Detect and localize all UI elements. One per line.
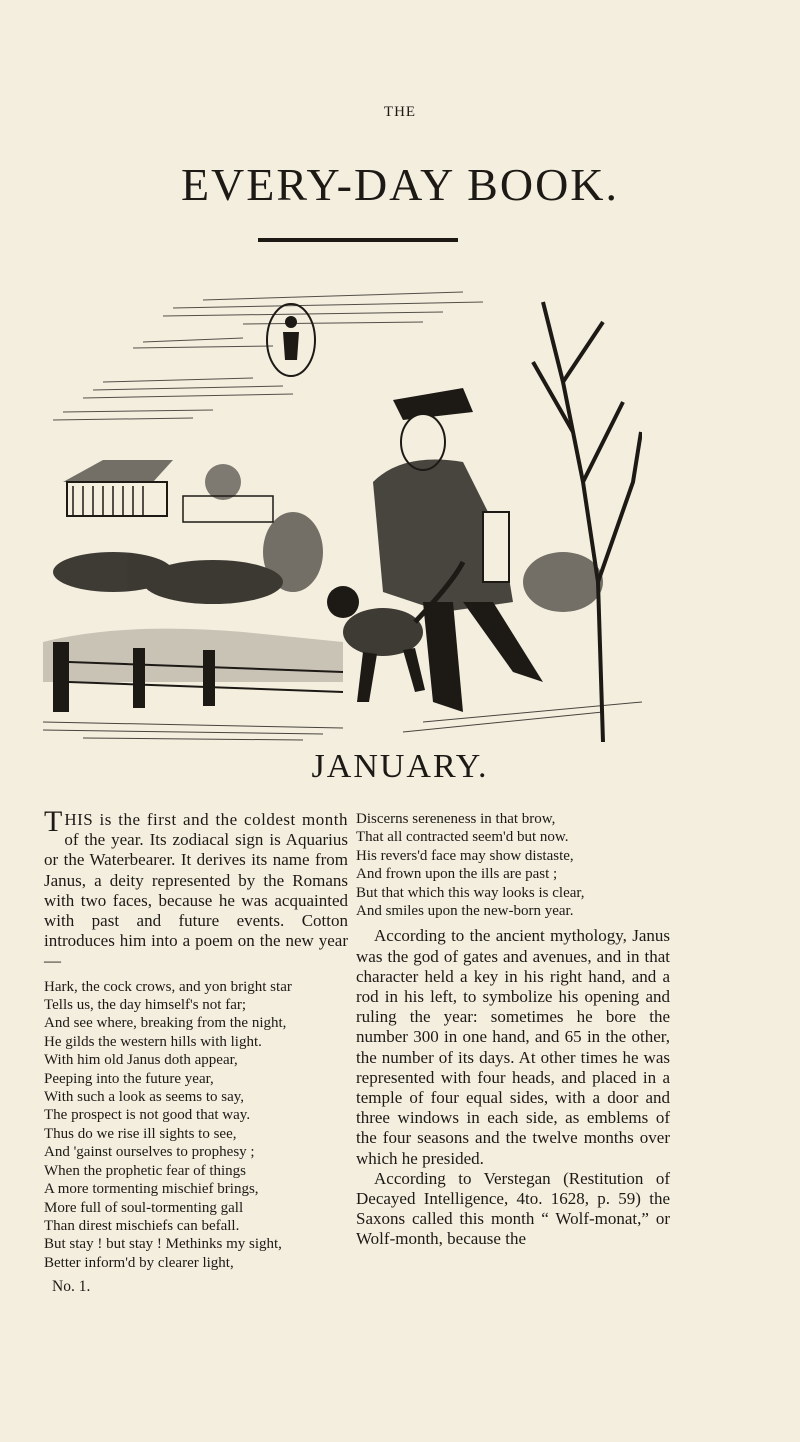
verse-line: Peeping into the future year, bbox=[44, 1070, 214, 1087]
title-rule bbox=[258, 238, 458, 242]
intro-text: HIS is the first and the coldest month of the year. Its zodiacal sign is Aquarius or the Waterbearer. It derives its name from Janus, a deity represented by the Romans with two faces, because he was acquainted with past and future events. Cotton introduces him into a poem on the new year— bbox=[44, 810, 348, 971]
month-heading: JANUARY. bbox=[311, 748, 489, 785]
verse-line: But that which this way looks is clear, bbox=[356, 884, 585, 901]
cotton-verse-continued bbox=[356, 810, 670, 920]
verse-line: Tells us, the day himself's not far; bbox=[44, 997, 247, 1014]
winter-traveller-engraving bbox=[43, 282, 642, 746]
page-title: EVERY-DAY BOOK. bbox=[180, 159, 620, 210]
verse-line: More full of soul-tormenting gall bbox=[44, 1199, 244, 1216]
verse-line: The prospect is not good that way. bbox=[44, 1107, 251, 1124]
verse-line: And smiles upon the new-born year. bbox=[356, 903, 574, 920]
verse-line: With him old Janus doth appear, bbox=[44, 1052, 238, 1069]
verse-line: Than direst mischiefs can befall. bbox=[44, 1217, 240, 1234]
mythology-paragraph: According to the ancient mythology, Janus was the god of gates and avenues, and in that character held a key in his right hand, and a rod in his left, to symbolize his opening and ruling the year: sometimes he bore the number 300 in one hand, and 65 in the other, the number of its days. At other times he was represented with four heads, and placed in a temple of four equal sides, with a door and three windows in each side, as emblems of the four seasons and the twelve months over which he presided. bbox=[356, 926, 670, 1168]
verse-line: And see where, breaking from the night, bbox=[44, 1015, 287, 1032]
issue-number: No. 1. bbox=[52, 1278, 91, 1296]
verse-line: With such a look as seems to say, bbox=[44, 1089, 245, 1106]
verse-line: That all contracted seem'd but now. bbox=[356, 829, 569, 846]
verse-line: And 'gainst ourselves to prophesy ; bbox=[44, 1144, 255, 1161]
right-column bbox=[356, 810, 670, 1250]
verse-line: Better inform'd by clearer light, bbox=[44, 1254, 234, 1271]
verse-line: He gilds the western hills with light. bbox=[44, 1033, 262, 1050]
verse-line: His revers'd face may show distaste, bbox=[356, 847, 574, 864]
verse-line: When the prophetic fear of things bbox=[44, 1162, 247, 1179]
verstegan-paragraph: According to Verstegan (Restitution of Decayed Intelligence, 4to. 1628, p. 59) the Saxons called this month “ Wolf-monat,” or Wolf-month, because the bbox=[356, 1168, 670, 1249]
verse-line: Discerns sereneness in that brow, bbox=[356, 811, 556, 827]
verse-line: Hark, the cock crows, and yon bright star bbox=[44, 978, 292, 995]
drop-cap: T bbox=[44, 805, 63, 838]
small-heading: THE bbox=[383, 104, 417, 120]
verse-line: And frown upon the ills are past ; bbox=[356, 866, 558, 883]
left-column bbox=[44, 805, 348, 1296]
verse-line: Thus do we rise ill sights to see, bbox=[44, 1125, 237, 1142]
verse-line: But stay ! but stay ! Methinks my sight, bbox=[44, 1236, 282, 1253]
intro-paragraph bbox=[44, 805, 348, 972]
verse-line: A more tormenting mischief brings, bbox=[44, 1181, 259, 1198]
cotton-verse bbox=[44, 978, 348, 1273]
